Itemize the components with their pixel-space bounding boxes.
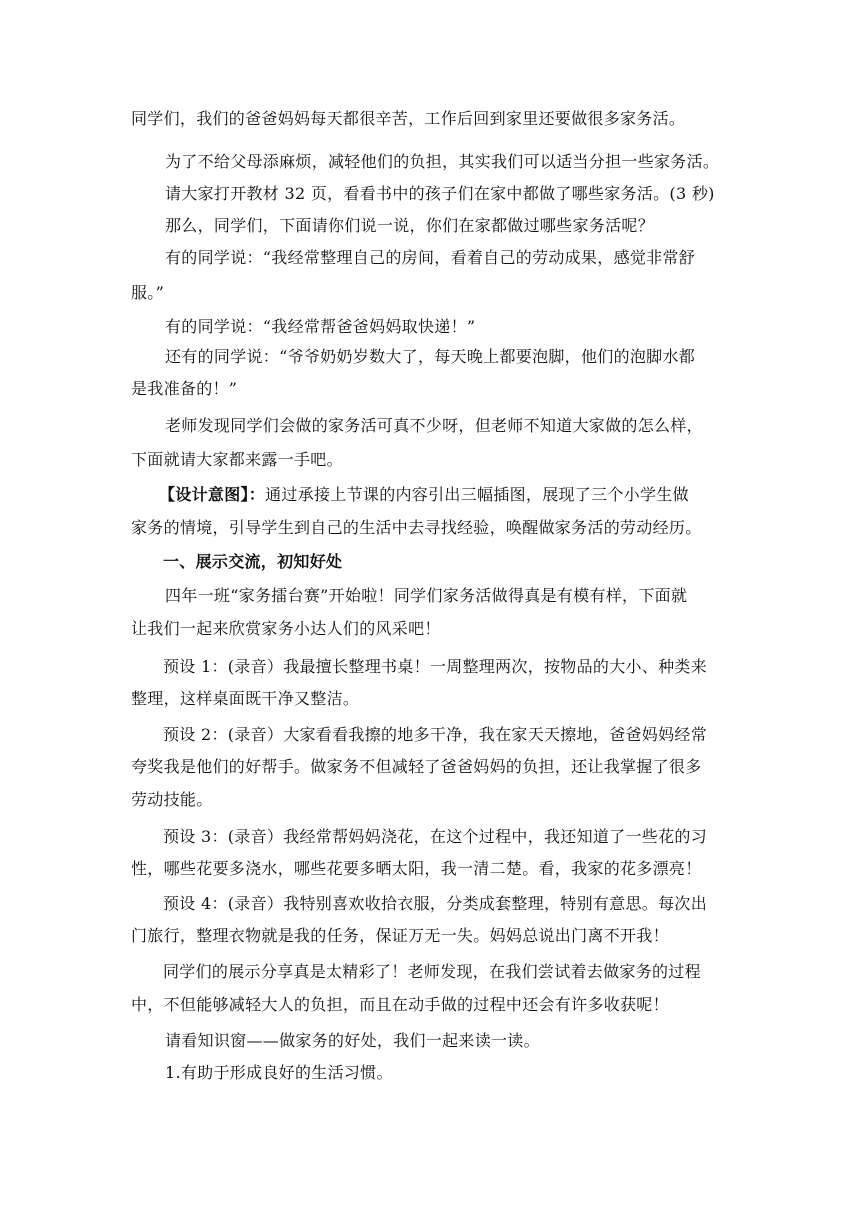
paragraph-line: 让我们一起来欣赏家务小达人们的风采吧！	[131, 619, 441, 638]
paragraph-line: 同学们的展示分享真是太精彩了！老师发现，在我们尝试着去做家务的过程	[163, 962, 701, 981]
preset-line: 整理，这样桌面既干净又整洁。	[131, 689, 360, 708]
paragraph-line: 老师发现同学们会做的家务活可真不少呀，但老师不知道大家做的怎么样，	[165, 416, 703, 435]
paragraph-line: 是我准备的！”	[131, 379, 238, 398]
design-intent-line	[159, 484, 689, 506]
preset-line: 性，哪些花要多浇水，哪些花要多晒太阳，我一清二楚。看，我家的花多漂亮！	[131, 859, 702, 878]
paragraph-line: 有的同学说：“我经常帮爸爸妈妈取快递！”	[165, 317, 476, 336]
paragraph-line: 家务的情境，引导学生到自己的生活中去寻找经验，唤醒做家务活的劳动经历。	[131, 518, 702, 537]
paragraph-line: 中，不但能够减轻大人的负担，而且在动手做的过程中还会有许多收获呢！	[131, 995, 669, 1014]
paragraph-line: 还有的同学说：“爷爷奶奶岁数大了，每天晚上都要泡脚，他们的泡脚水都	[165, 347, 696, 366]
paragraph-line: 同学们，我们的爸爸妈妈每天都很辛苦，工作后回到家里还要做很多家务活。	[131, 109, 686, 128]
paragraph-line: 四年一班“家务擂台赛”开始啦！同学们家务活做得真是有模有样，下面就	[165, 586, 688, 605]
design-intent-text: 通过承接上节课的内容引出三幅插图，展现了三个小学生做	[265, 485, 689, 504]
paragraph-line: 服。”	[131, 283, 165, 302]
paragraph-line: 请大家打开教材 32 页，看看书中的孩子们在家中都做了哪些家务活。(3 秒)	[165, 184, 715, 203]
preset-line: 预设 4：(录音）我特别喜欢收拾衣服，分类成套整理，特别有意思。每次出	[163, 894, 708, 913]
list-item: 1.有助于形成良好的生活习惯。	[165, 1063, 393, 1082]
preset-line: 预设 3：(录音）我经常帮妈妈浇花，在这个过程中，我还知道了一些花的习	[163, 827, 708, 846]
preset-line: 夸奖我是他们的好帮手。做家务不但减轻了爸爸妈妈的负担，还让我掌握了很多	[131, 757, 702, 776]
paragraph-line: 下面就请大家都来露一手吧。	[131, 450, 343, 469]
paragraph-line: 请看知识窗——做家务的好处，我们一起来读一读。	[165, 1031, 540, 1050]
preset-line: 劳动技能。	[131, 790, 213, 809]
paragraph-line: 有的同学说：“我经常整理自己的房间，看着自己的劳动成果，感觉非常舒	[165, 248, 696, 267]
paragraph-line: 那么，同学们，下面请你们说一说，你们在家都做过哪些家务活呢？	[165, 216, 655, 235]
preset-line: 门旅行，整理衣物就是我的任务，保证万无一失。妈妈总说出门离不开我！	[131, 926, 669, 945]
preset-line: 预设 2：(录音）大家看看我擦的地多干净，我在家天天擦地，爸爸妈妈经常	[163, 725, 708, 744]
preset-line: 预设 1：(录音）我最擅长整理书桌！一周整理两次，按物品的大小、种类来	[163, 657, 708, 676]
paragraph-line: 为了不给父母添麻烦，减轻他们的负担，其实我们可以适当分担一些家务活。	[165, 152, 720, 171]
design-intent-label: 【设计意图】：	[159, 485, 266, 504]
section-heading: 一、展示交流，初知好处	[163, 552, 343, 571]
